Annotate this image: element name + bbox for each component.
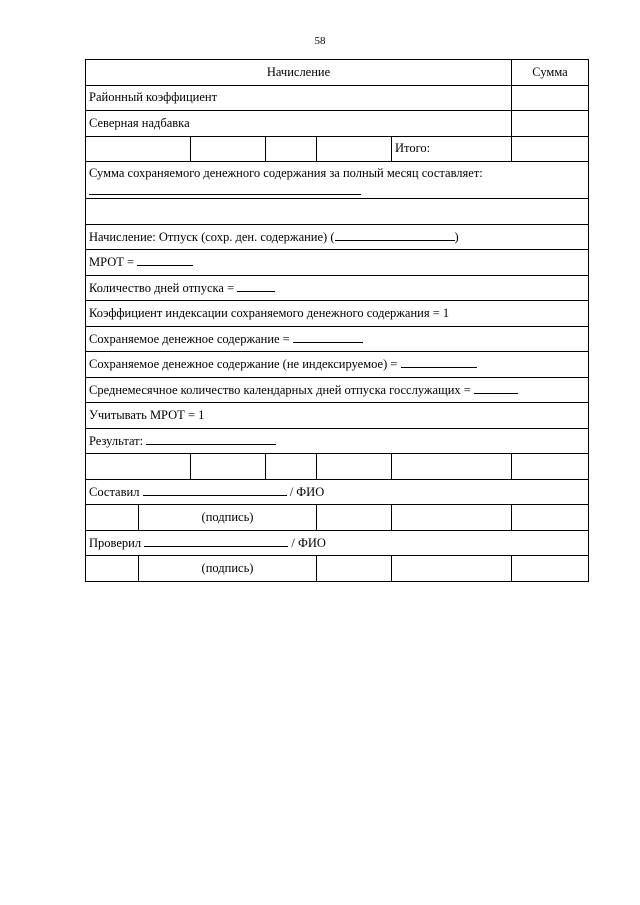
retained-sum-label: Сумма сохраняемого денежного содержания за полный месяц составляет: [89, 165, 483, 180]
total-cell-2 [191, 136, 266, 162]
northern-allowance-sum [512, 111, 589, 137]
blank-grid-cell-3 [266, 454, 317, 480]
total-cell-1 [86, 136, 191, 162]
checked-sig-cell-5 [512, 556, 589, 582]
header-row [86, 60, 589, 86]
northern-allowance-label: Северная надбавка [86, 111, 512, 137]
checked-sig-cell-3 [317, 556, 392, 582]
retained-label: Сохраняемое денежное содержание = [89, 331, 290, 346]
checked-blank [144, 535, 288, 547]
consider-mrot-label: Учитывать МРОТ = 1 [86, 403, 589, 429]
retained-blank [293, 331, 363, 343]
compiled-sig-cell-1 [86, 505, 139, 531]
retained-nonindexed-blank [401, 356, 477, 368]
empty-row-cell [86, 199, 589, 225]
checked-label: Проверил [89, 535, 142, 550]
result-cell [86, 428, 589, 454]
mrot-label: МРОТ = [89, 255, 135, 270]
checked-sig-cell-4 [392, 556, 512, 582]
row-total [86, 136, 589, 162]
vacation-close: ) [454, 229, 459, 244]
row-compiled [86, 479, 589, 505]
vacation-days-label: Количество дней отпуска = [89, 280, 235, 295]
district-coefficient-label: Районный коэффициент [86, 85, 512, 111]
row-mrot [86, 250, 589, 276]
compiled-sig-cell-4 [392, 505, 512, 531]
row-vacation [86, 224, 589, 250]
compiled-sig-cell-3 [317, 505, 392, 531]
retained-sum-cell [86, 162, 589, 199]
row-retained-nonindexed [86, 352, 589, 378]
blank-grid-cell-2 [191, 454, 266, 480]
checked-cell [86, 530, 589, 556]
checked-signature-label: (подпись) [139, 556, 317, 582]
indexation-label: Коэффициент индексации сохраняемого денежного содержания = 1 [86, 301, 589, 327]
blank-grid-cell-5 [392, 454, 512, 480]
retained-sum-blank [89, 182, 361, 195]
compiled-signature-label: (подпись) [139, 505, 317, 531]
compiled-blank [143, 484, 287, 496]
blank-grid-cell-4 [317, 454, 392, 480]
row-consider-mrot [86, 403, 589, 429]
total-cell-4 [317, 136, 392, 162]
result-blank [146, 433, 276, 445]
header-accrual: Начисление [86, 60, 512, 86]
row-retained [86, 326, 589, 352]
compiled-fio: / ФИО [289, 484, 325, 499]
vacation-cell [86, 224, 589, 250]
avg-days-label: Среднемесячное количество календарных дней отпуска госслужащих = [89, 382, 471, 397]
header-sum: Сумма [512, 60, 589, 86]
retained-cell [86, 326, 589, 352]
total-cell-3 [266, 136, 317, 162]
row-retained-sum [86, 162, 589, 199]
vacation-days-cell [86, 275, 589, 301]
mrot-blank [137, 254, 193, 266]
vacation-label: Начисление: Отпуск (сохр. ден. содержание) ( [89, 229, 335, 244]
checked-sig-cell-1 [86, 556, 139, 582]
retained-nonindexed-label: Сохраняемое денежное содержание (не индексируемое) = [89, 357, 398, 372]
avg-days-blank [474, 382, 518, 394]
retained-nonindexed-cell [86, 352, 589, 378]
vacation-blank [335, 229, 455, 241]
total-sum [512, 136, 589, 162]
row-checked [86, 530, 589, 556]
compiled-label: Составил [89, 484, 140, 499]
total-label: Итого: [392, 136, 512, 162]
row-result [86, 428, 589, 454]
blank-grid-cell-1 [86, 454, 191, 480]
row-avg-days [86, 377, 589, 403]
row-checked-signature [86, 556, 589, 582]
blank-grid-cell-6 [512, 454, 589, 480]
accrual-form-table [85, 59, 589, 582]
result-label: Результат: [89, 433, 144, 448]
row-northern-allowance [86, 111, 589, 137]
district-coefficient-sum [512, 85, 589, 111]
row-vacation-days [86, 275, 589, 301]
compiled-sig-cell-5 [512, 505, 589, 531]
vacation-days-blank [237, 280, 275, 292]
compiled-cell [86, 479, 589, 505]
mrot-cell [86, 250, 589, 276]
row-district-coefficient [86, 85, 589, 111]
row-indexation [86, 301, 589, 327]
row-empty [86, 199, 589, 225]
checked-fio: / ФИО [291, 535, 326, 550]
page-number: 58 [314, 35, 326, 47]
row-blank-grid [86, 454, 589, 480]
avg-days-cell [86, 377, 589, 403]
row-compiled-signature [86, 505, 589, 531]
